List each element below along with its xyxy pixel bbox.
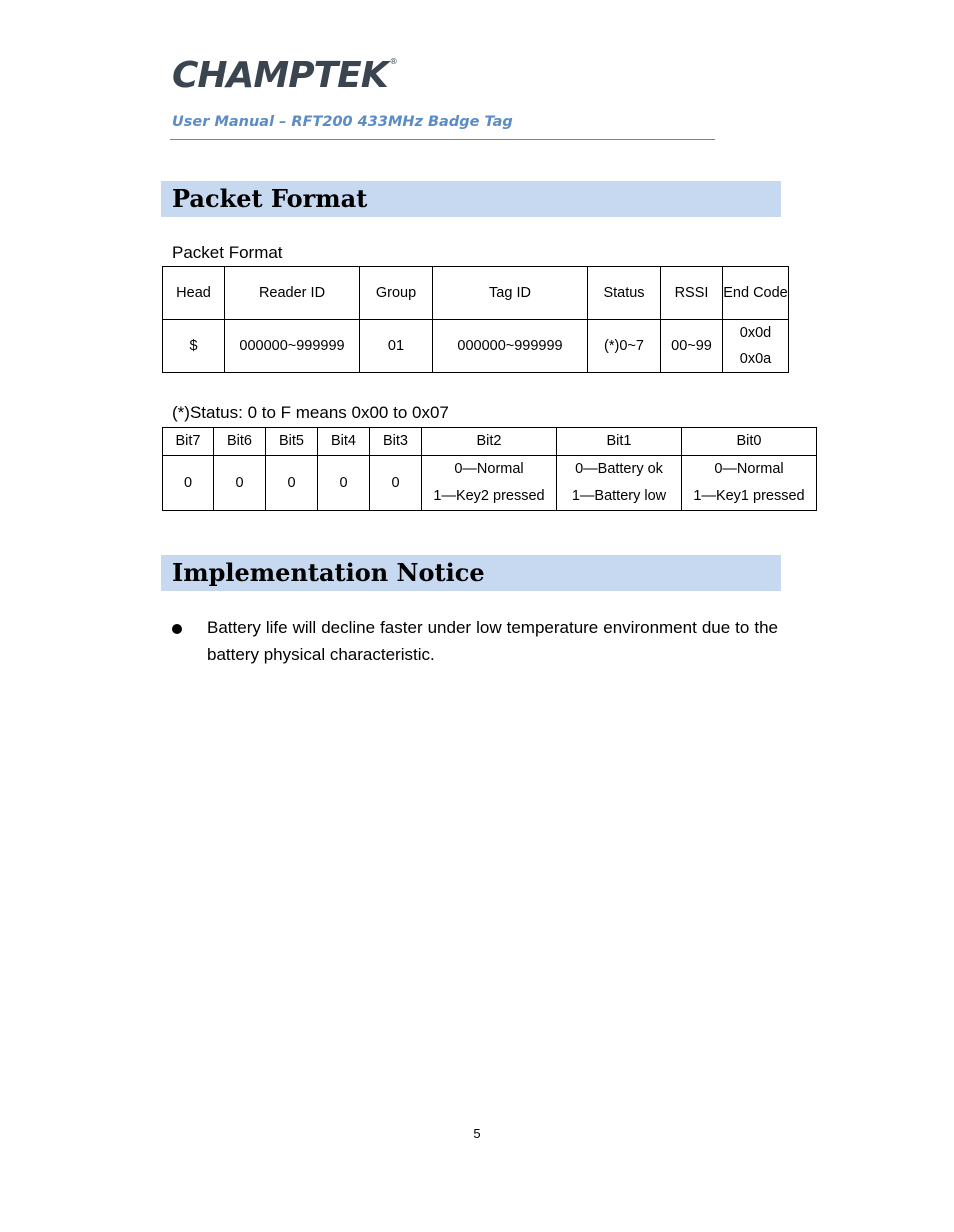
champtek-logo [172, 55, 397, 96]
bullet-icon [172, 624, 182, 634]
table-header-row [163, 267, 789, 320]
header-cell: Bit7 [163, 428, 214, 456]
status-bits-table [162, 427, 817, 511]
header-cell: Bit5 [266, 428, 318, 456]
bit1-line-1: 1—Battery low [571, 488, 667, 504]
table-cell: 000000~999999 [433, 320, 588, 373]
table-cell [682, 456, 817, 511]
table-row [163, 456, 817, 511]
table-cell: 0x0d 0x0a [723, 320, 789, 373]
page-number: 5 [473, 1126, 481, 1141]
section-heading-packet-format [161, 181, 781, 217]
header-cell: RSSI [661, 267, 723, 320]
header-cell: Reader ID [225, 267, 360, 320]
table-cell: 0 [163, 456, 214, 511]
registered-mark: ® [389, 57, 397, 66]
table-cell: 01 [360, 320, 433, 373]
bit2-line-0: 0—Normal [454, 461, 524, 477]
list-item [172, 614, 778, 668]
packet-format-table [162, 266, 789, 373]
table-cell: 000000~999999 [225, 320, 360, 373]
manual-subtitle: User Manual – RFT200 433MHz Badge Tag [172, 114, 513, 130]
table-cell: (*)0~7 [588, 320, 661, 373]
header-cell: Bit0 [682, 428, 817, 456]
header-cell: Bit3 [370, 428, 422, 456]
table-cell: 0 [266, 456, 318, 511]
header-divider [170, 139, 715, 140]
section-heading-implementation-notice [161, 555, 781, 591]
bullet-text: Battery life will decline faster under low temperature environment due to the battery physical characteristic. [207, 618, 778, 664]
table-cell: 0 [214, 456, 266, 511]
table-cell [557, 456, 682, 511]
header-cell: Group [360, 267, 433, 320]
header-cell: Head [163, 267, 225, 320]
header-cell: Bit6 [214, 428, 266, 456]
table-cell: 0 [318, 456, 370, 511]
header-cell: Tag ID [433, 267, 588, 320]
header-cell: End Code [723, 267, 789, 320]
header-cell: Bit2 [422, 428, 557, 456]
table-header-row [163, 428, 817, 456]
bit0-line-1: 1—Key1 pressed [693, 488, 805, 504]
section-title: Implementation Notice [172, 558, 485, 587]
bit0-line-0: 0—Normal [714, 461, 784, 477]
table-cell: $ [163, 320, 225, 373]
section-title: Packet Format [172, 184, 368, 213]
table-caption-packet-format: Packet Format [172, 243, 283, 262]
table-cell: 00~99 [661, 320, 723, 373]
logo-text: CHAMPTEK [172, 55, 388, 96]
header-cell: Bit4 [318, 428, 370, 456]
status-caption: (*)Status: 0 to F means 0x00 to 0x07 [172, 403, 449, 422]
header-cell: Bit1 [557, 428, 682, 456]
bit2-line-1: 1—Key2 pressed [433, 488, 545, 504]
table-row [163, 320, 789, 373]
header-cell: Status [588, 267, 661, 320]
table-cell [422, 456, 557, 511]
table-cell: 0 [370, 456, 422, 511]
bit1-line-0: 0—Battery ok [575, 461, 663, 477]
